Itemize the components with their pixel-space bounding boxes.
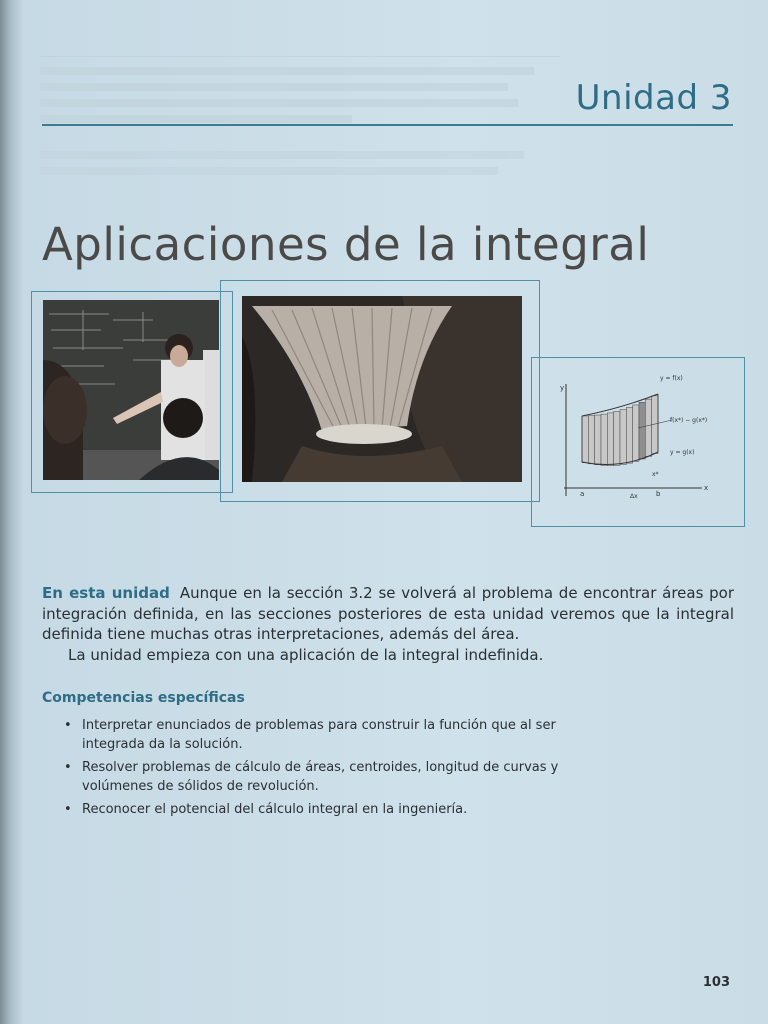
area-rectangle — [614, 411, 620, 465]
list-item: • Reconocer el potencial del cálculo integral en la ingeniería. — [64, 802, 468, 817]
area-rectangle — [633, 405, 639, 461]
xk-label: x* — [652, 471, 659, 478]
unit-title-rule — [42, 124, 733, 126]
competencias-list — [60, 717, 580, 825]
g-label: y = g(x) — [670, 449, 695, 456]
unit-title: Unidad 3 — [575, 78, 732, 118]
intro-lead: En esta unidad — [42, 584, 170, 602]
y-axis-label: y — [560, 384, 565, 392]
dam-spillway-photo — [242, 296, 522, 482]
intro-paragraph-1: Aunque en la sección 3.2 se volverá al problema de encontrar áreas por integración definida, en las secciones posteriores de esta unidad veremos que la integral definida tiene muchas otras interpretaciones, además del área. — [42, 584, 735, 643]
intro-paragraph-2: La unidad empieza con una aplicación de la integral indefinida. — [68, 645, 544, 664]
x-axis-label: x — [704, 484, 709, 492]
b-label: b — [656, 490, 661, 498]
classroom-photo — [43, 300, 219, 480]
classroom-photo-image — [43, 300, 219, 480]
intro-section — [42, 583, 734, 665]
list-item: • Resolver problemas de cálculo de áreas, centroides, longitud de curvas y volúmenes de sólidos de revolución. — [64, 760, 559, 794]
area-rectangle — [595, 415, 601, 465]
area-rectangle — [588, 416, 594, 464]
area-rectangle — [607, 413, 613, 466]
dx-label: Δx — [630, 493, 638, 500]
page-number: 103 — [702, 975, 730, 990]
diff-label: f(x*) − g(x*) — [670, 417, 708, 424]
chapter-title: Aplicaciones de la integral — [42, 218, 650, 272]
a-label: a — [580, 490, 585, 498]
area-rectangle — [620, 410, 626, 465]
competencias-heading: Competencias específicas — [42, 690, 245, 706]
area-rectangle — [582, 416, 588, 463]
list-item: • Interpretar enunciados de problemas para construir la función que al ser integrada da la solución. — [64, 718, 556, 752]
area-rectangle — [645, 399, 651, 456]
area-rectangle — [626, 407, 632, 463]
dam-photo-image — [242, 296, 522, 482]
area-between-curves-graph — [552, 364, 712, 506]
area-rectangle — [639, 402, 645, 459]
area-rectangle — [601, 414, 607, 465]
f-label: y = f(x) — [660, 375, 683, 382]
